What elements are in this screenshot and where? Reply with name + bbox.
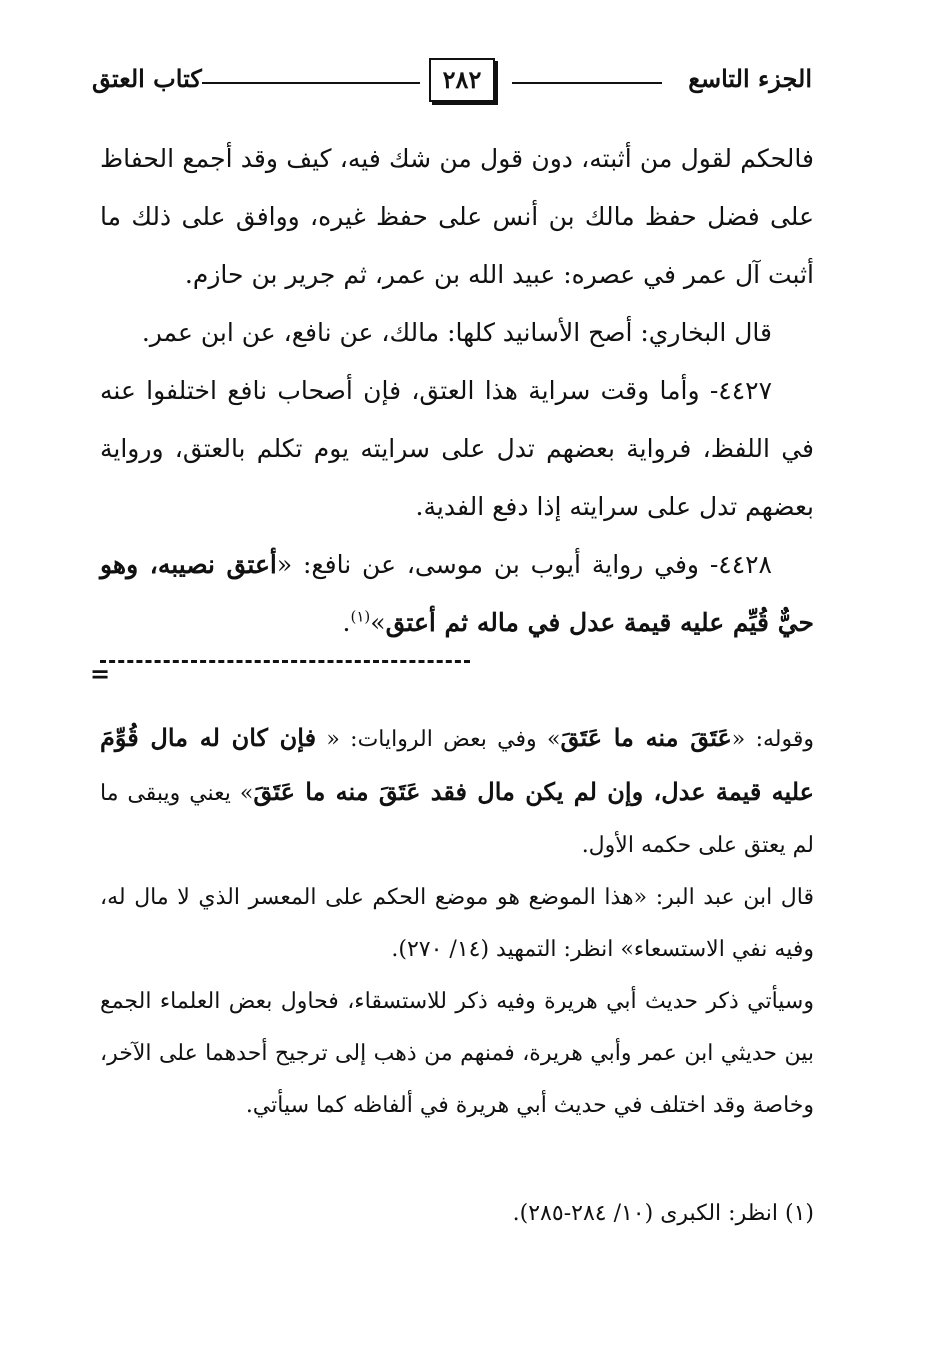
note-2: قال ابن عبد البر: «هذا الموضع هو موضع الحكم على المعسر الذي لا مال له، وفيه نفي الاستسعاء» انظر: التمهيد (١٤/ ٢٧٠). [100,885,814,962]
main-text [100,130,814,652]
page-number: ٢٨٢ [429,58,495,102]
running-header [92,58,812,104]
footnote-1: (١) انظر: الكبرى (١٠/ ٢٨٤-٢٨٥). [512,1201,814,1226]
note-1-e: » يعني ويبقى ما لم يعتق على حكمه الأول. [100,781,814,858]
note-1-quote-a: عَتَقَ منه ما عَتَقَ [560,723,732,752]
continuation-mark: = [90,659,111,688]
note-3: وسيأتي ذكر حديث أبي هريرة وفيه ذكر للاستسقاء، فحاول بعض العلماء الجمع بين حديثي ابن عمر وأبي هريرة، فمنهم من ذهب إلى ترجيح أحدهما على الآخر، وخاصة وقد اختلف في حديث أبي هريرة في ألفاظه كما سيأتي. [100,989,814,1118]
paragraph-4-end: . [342,608,351,637]
footnote-ref: (١) [350,607,371,626]
paragraph-4-tail: » [370,608,386,637]
header-rule-right [512,82,662,84]
paragraph-4 [100,536,814,652]
note-1 [100,712,814,872]
paragraph-1: فالحكم لقول من أثبته، دون قول من شك فيه، كيف وقد أجمع الحفاظ على فضل حفظ مالك بن أنس على حفظ غيره، ووافق على ذلك ما أثبت آل عمر في عصره: عبيد الله بن عمر، ثم جرير بن حازم. [100,144,814,289]
header-book-title: كتاب العتق [92,64,202,93]
footnote-separator [100,660,470,663]
header-rule-left [202,82,420,84]
paragraph-3: ٤٤٢٧- وأما وقت سراية هذا العتق، فإن أصحاب نافع اختلفوا عنه في اللفظ، فرواية بعضهم تدل على سرايته يوم تكلم بالعتق، ورواية بعضهم تدل على سرايته إذا دفع الفدية. [100,376,814,521]
header-volume: الجزء التاسع [688,64,812,93]
paragraph-4-quote: أعتق نصيبه، وهو حيٌّ قُيِّم عليه قيمة عدل في ماله ثم أعتق [100,550,814,637]
paragraph-2: قال البخاري: أصح الأسانيد كلها: مالك، عن نافع، عن ابن عمر. [141,318,772,347]
note-1-c: » وفي بعض الروايات: « [316,727,561,752]
commentary-block [100,712,814,1132]
note-1-a: وقوله: « [731,727,815,752]
note-1-quote-b: فإن كان له مال قُوِّمَ عليه قيمة عدل، وإن لم يكن مال فقد عَتَقَ منه ما عَتَقَ [100,723,814,806]
paragraph-4-lead: ٤٤٢٨- وفي رواية أيوب بن موسى، عن نافع: « [276,550,772,579]
